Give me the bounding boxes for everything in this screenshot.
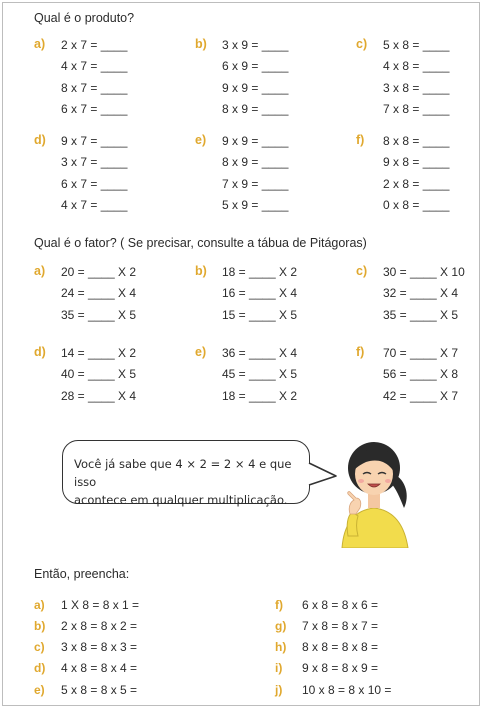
equation-line: 5 x 9 = ____ [222, 197, 289, 212]
equation-line: 30 = ____ X 10 [383, 265, 465, 279]
equation-text: 4 x 8 = 8 x 4 = [61, 661, 138, 675]
equation-line: 18 = ____ X 2 [222, 265, 298, 279]
equation-line: 45 = ____ X 5 [222, 367, 298, 382]
equation-line: 7 x 8 = ____ [383, 101, 450, 116]
equation-line: 8 x 7 = ____ [61, 80, 128, 95]
equation-line: 9 x 8 = ____ [383, 155, 450, 170]
equation-line: 3 x 8 = ____ [383, 80, 450, 95]
equation-line: 4 x 7 = ____ [61, 59, 128, 74]
item-letter: f) [275, 598, 283, 612]
equation-line: 18 = ____ X 2 [222, 388, 298, 403]
equation-text: 3 x 8 = 8 x 3 = [61, 640, 138, 654]
equation-line: 15 = ____ X 5 [222, 307, 298, 322]
item-letter: c) [356, 264, 368, 278]
item-letter: i) [275, 661, 283, 675]
equation-text: 5 x 8 = 8 x 5 = [61, 683, 138, 697]
item-letter: g) [275, 619, 287, 633]
equation-line: 14 = ____ X 2 [61, 346, 137, 360]
equation-line: 6 x 7 = ____ [61, 101, 128, 116]
equation-line: 42 = ____ X 7 [383, 388, 459, 403]
equation-line: 28 = ____ X 4 [61, 388, 137, 403]
equation-line: 8 x 9 = ____ [222, 155, 289, 170]
equation-line: 8 x 8 = ____ [383, 134, 450, 148]
girl-illustration [334, 436, 416, 548]
item-letter: a) [34, 264, 46, 278]
item-letter: c) [34, 640, 45, 654]
section1-heading: Qual é o produto? [34, 11, 135, 25]
speech-line-2: acontece em qualquer multiplicação. [74, 493, 288, 507]
item-letter: c) [356, 37, 368, 51]
item-letter: d) [34, 133, 46, 147]
speech-line-1: Você já sabe que 4 × 2 = 2 × 4 e que isso [74, 457, 292, 489]
item-letter: e) [195, 345, 207, 359]
equation-line: 2 x 7 = ____ [61, 38, 128, 52]
section3-heading: Então, preencha: [34, 567, 130, 581]
equation-line: 20 = ____ X 2 [61, 265, 137, 279]
equation-line: 6 x 9 = ____ [222, 59, 289, 74]
equation-text: 10 x 8 = 8 x 10 = [302, 683, 392, 697]
equation-line: 4 x 8 = ____ [383, 59, 450, 74]
equation-line: 7 x 9 = ____ [222, 176, 289, 191]
item-letter: b) [195, 264, 207, 278]
equation-line: 3 x 9 = ____ [222, 38, 289, 52]
equation-text: 9 x 8 = 8 x 9 = [302, 661, 379, 675]
speech-bubble-text [74, 455, 304, 509]
equation-line: 35 = ____ X 5 [383, 307, 459, 322]
equation-line: 36 = ____ X 4 [222, 346, 298, 360]
equation-line: 5 x 8 = ____ [383, 38, 450, 52]
equation-text: 1 X 8 = 8 x 1 = [61, 598, 140, 612]
item-letter: d) [34, 345, 46, 359]
equation-line: 4 x 7 = ____ [61, 197, 128, 212]
equation-line: 35 = ____ X 5 [61, 307, 137, 322]
equation-text: 2 x 8 = 8 x 2 = [61, 619, 138, 633]
item-letter: h) [275, 640, 287, 654]
item-letter: a) [34, 37, 46, 51]
equation-line: 9 x 9 = ____ [222, 80, 289, 95]
section2-heading: Qual é o fator? ( Se precisar, consulte a tábua de Pitágoras) [34, 236, 367, 250]
equation-line: 56 = ____ X 8 [383, 367, 459, 382]
equation-line: 2 x 8 = ____ [383, 176, 450, 191]
item-letter: e) [195, 133, 207, 147]
equation-line: 16 = ____ X 4 [222, 286, 298, 301]
equation-line: 8 x 9 = ____ [222, 101, 289, 116]
item-letter: b) [34, 619, 46, 633]
equation-text: 8 x 8 = 8 x 8 = [302, 640, 379, 654]
equation-line: 9 x 9 = ____ [222, 134, 289, 148]
item-letter: f) [356, 133, 365, 147]
item-letter: j) [275, 683, 283, 697]
equation-line: 32 = ____ X 4 [383, 286, 459, 301]
equation-text: 7 x 8 = 8 x 7 = [302, 619, 379, 633]
item-letter: e) [34, 683, 45, 697]
item-letter: f) [356, 345, 365, 359]
item-letter: b) [195, 37, 207, 51]
equation-text: 6 x 8 = 8 x 6 = [302, 598, 379, 612]
equation-line: 9 x 7 = ____ [61, 134, 128, 148]
equation-line: 0 x 8 = ____ [383, 197, 450, 212]
equation-line: 6 x 7 = ____ [61, 176, 128, 191]
equation-line: 3 x 7 = ____ [61, 155, 128, 170]
item-letter: d) [34, 661, 46, 675]
equation-line: 70 = ____ X 7 [383, 346, 459, 360]
equation-line: 40 = ____ X 5 [61, 367, 137, 382]
equation-line: 24 = ____ X 4 [61, 286, 137, 301]
item-letter: a) [34, 598, 45, 612]
